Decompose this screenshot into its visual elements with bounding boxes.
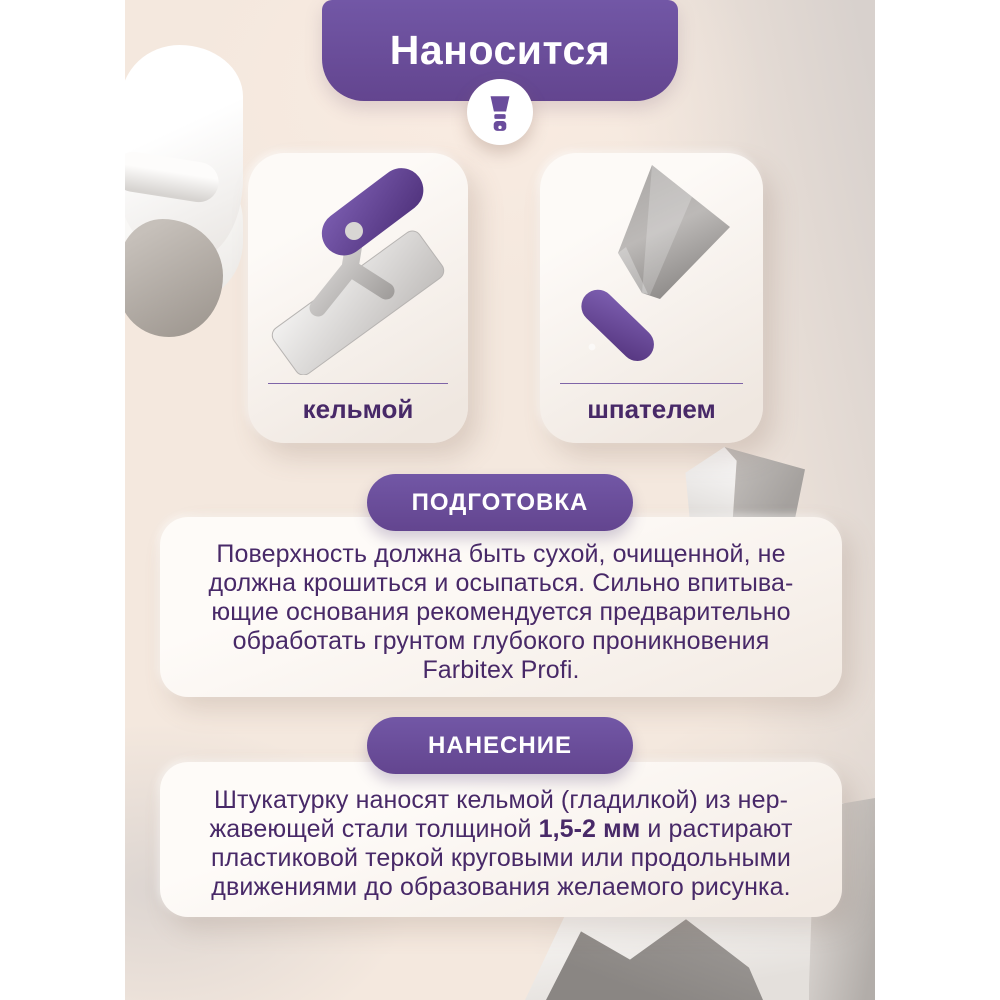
section-card-application (160, 762, 842, 917)
section-title: ПОДГОТОВКА (411, 488, 589, 516)
section-banner-preparation (367, 474, 633, 531)
spatula-image (552, 163, 748, 375)
section-banner-application (367, 717, 633, 774)
tool-label-spatula: шпателем (587, 394, 716, 424)
putty-knife-icon (479, 91, 521, 133)
section-title: НАНЕСНИЕ (428, 731, 572, 759)
label-divider (268, 383, 448, 384)
label-divider (560, 383, 743, 384)
poster-area (125, 0, 875, 1000)
tool-card-spatula (540, 153, 763, 443)
tool-label-trowel: кельмой (302, 394, 414, 424)
trowel-image (260, 163, 456, 375)
header-icon-badge (467, 79, 533, 145)
section-card-preparation (160, 517, 842, 697)
section-body-application: Штукатурку наносят кельмой (гладилкой) из нер- жавеющей стали толщиной 1,5-2 мм и растирают пластиковой теркой круговыми или продольными движениями до образования желаемого рисунка. (209, 785, 793, 901)
page-title: Наносится (389, 27, 611, 73)
stone-top-left (125, 45, 247, 337)
section-body-preparation: Поверхность должна быть сухой, очищенной, не должна крошиться и осыпаться. Сильно впитыва- ющие основания рекомендуется предварительно обработать грунтом глубокого проникновения Farbitex Profi. (208, 539, 794, 684)
tool-card-trowel (248, 153, 468, 443)
